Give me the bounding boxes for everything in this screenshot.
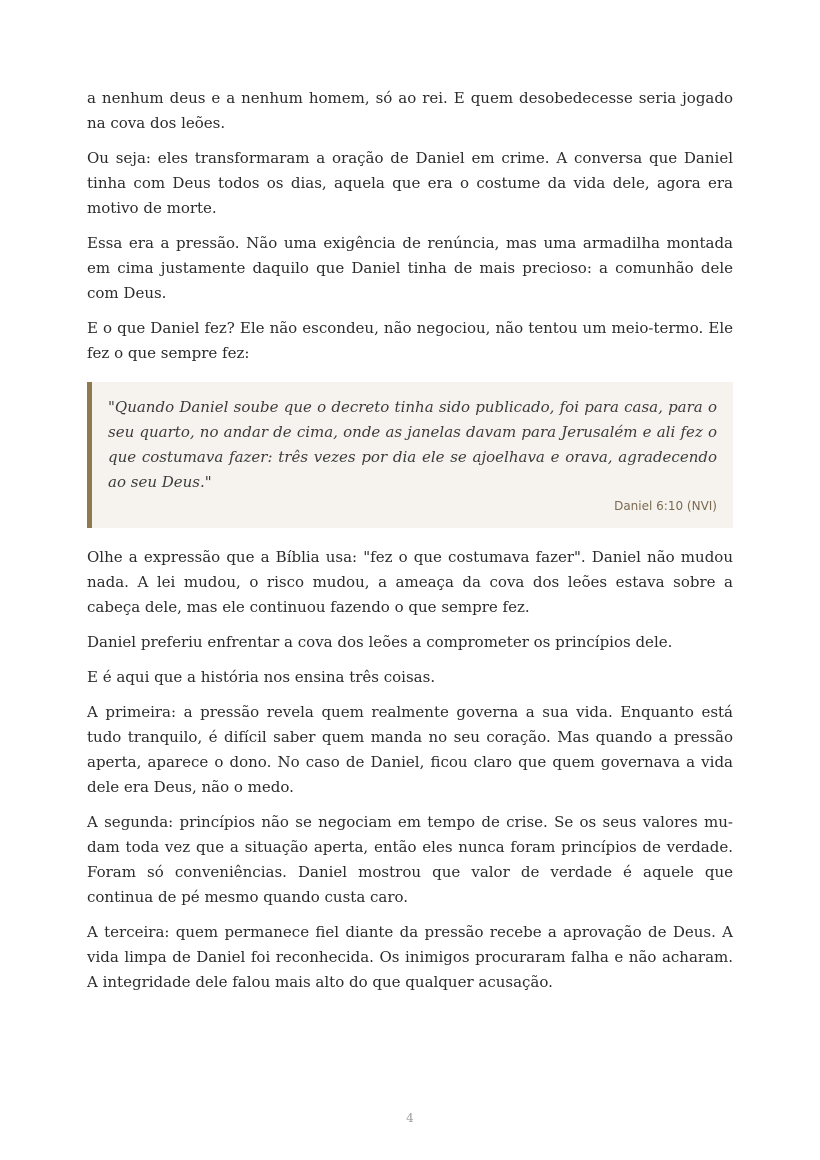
- paragraph: Olhe a expressão que a Bíblia usa: "fez o que costumava fazer". Daniel não mudou nada. A lei mudou, o risco mudou, a ameaça da cova dos leões estava sobre a cabeça dele, mas ele continuou fazendo o que sempre fez.: [87, 548, 733, 616]
- page-number: 4: [406, 1111, 414, 1125]
- quote-body: Quando Daniel soube que o decreto tinha sido publicado, foi para casa, para o seu quarto, no andar de cima, onde as janelas davam para Jerusalém e ali fez o que costumava fazer: três vezes por dia ele se ajoelhava e orava, agradecendo ao seu Deus.: [108, 398, 717, 491]
- paragraph: E o que Daniel fez? Ele não escondeu, não negociou, não tentou um meio-termo. Ele fez o que sempre fez:: [87, 319, 733, 362]
- page-body: [87, 86, 733, 1005]
- paragraph: Essa era a pressão. Não uma exigência de renúncia, mas uma armadilha montada em cima justamente daquilo que Daniel tinha de mais precioso: a comunhão dele com Deus.: [87, 234, 733, 302]
- quote-reference: Daniel 6:10 (NVI): [614, 499, 717, 513]
- paragraph: E é aqui que a história nos ensina três coisas.: [87, 668, 436, 686]
- paragraph: Daniel preferiu enfrentar a cova dos leões a comprometer os princípios dele.: [87, 633, 673, 651]
- quote-close-mark: ": [204, 473, 212, 491]
- paragraph: A segunda: princípios não se negociam em tempo de crise. Se os seus valores mudam toda vez que a situação aperta, então eles nunca foram princípios de verdade. Foram só conveniências. Daniel mostrou que valor de verdade é aquele que continua de pé mesmo quando custa caro.: [87, 813, 733, 906]
- paragraph: a nenhum deus e a nenhum homem, só ao rei. E quem desobedecesse seria jogado na cova dos leões.: [87, 89, 733, 132]
- quote-text: [108, 395, 717, 495]
- paragraph: Ou seja: eles transformaram a oração de Daniel em crime. A conversa que Daniel tinha com Deus todos os dias, aquela que era o costume da vida dele, agora era motivo de morte.: [87, 149, 733, 217]
- paragraph: A primeira: a pressão revela quem realmente governa a sua vida. Enquanto está tudo tranquilo, é difícil saber quem manda no seu coração. Mas quando a pressão aperta, aparece o dono. No caso de Daniel, ficou claro que quem governava a vida dele era Deus, não o medo.: [87, 703, 733, 796]
- quote-open-mark: ": [108, 398, 115, 416]
- bible-quote-block: [87, 382, 733, 528]
- paragraph: A terceira: quem permanece fiel diante da pressão recebe a aprovação de Deus. A vida limpa de Daniel foi reconhecida. Os inimigos procuraram falha e não acharam. A integridade dele falou mais alto do que qualquer acusação.: [87, 923, 733, 991]
